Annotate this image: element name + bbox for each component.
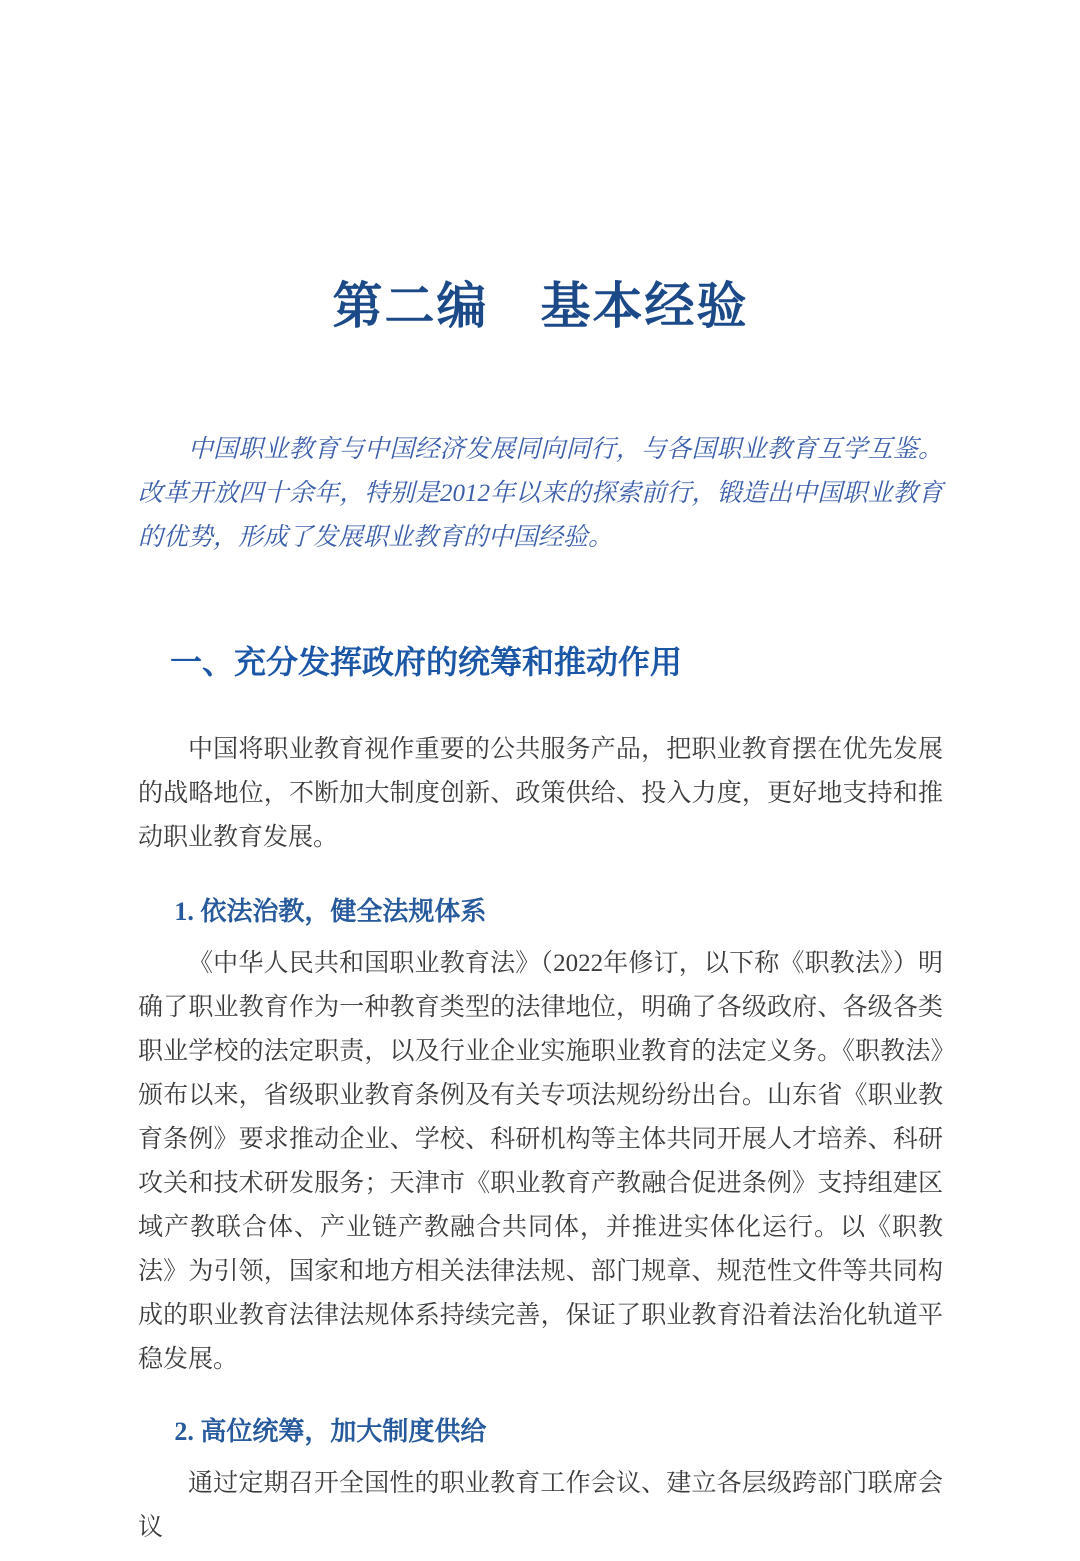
subsection-1-paragraph: 《中华人民共和国职业教育法》（2022年修订，以下称《职教法》）明确了职业教育作为一种教育类型的法律地位，明确了各级政府、各级各类职业学校的法定职责，以及行业企业实施职业教育的法定义务。《职教法》颁布以来，省级职业教育条例及有关专项法规纷纷出台。山东省《职业教育条例》要求推动企业、学校、科研机构等主体共同开展人才培养、科研攻关和技术研发服务；天津市《职业教育产教融合促进条例》支持组建区域产教联合体、产业链产教融合共同体，并推进实体化运行。以《职教法》为引领，国家和地方相关法律法规、部门规章、规范性文件等共同构成的职业教育法律法规体系持续完善，保证了职业教育沿着法治化轨道平稳发展。 xyxy=(138,950,943,1373)
section-lead-paragraph: 中国将职业教育视作重要的公共服务产品，把职业教育摆在优先发展的战略地位，不断加大制度创新、政策供给、投入力度，更好地支持和推动职业教育发展。 xyxy=(138,736,943,851)
subsection-1-heading: 1. 依法治教，健全法规体系 xyxy=(174,897,487,926)
intro-paragraph: 中国职业教育与中国经济发展同向同行，与各国职业教育互学互鉴。改革开放四十余年，特别是2012年以来的探索前行，锻造出中国职业教育的优势，形成了发展职业教育的中国经验。 xyxy=(138,436,943,551)
page-title: 第二编 基本经验 xyxy=(332,278,749,334)
section-heading: 一、充分发挥政府的统筹和推动作用 xyxy=(170,644,683,680)
subsection-2-paragraph: 通过定期召开全国性的职业教育工作会议、建立各层级跨部门联席会议 xyxy=(138,1470,943,1541)
subsection-2-heading: 2. 高位统筹，加大制度供给 xyxy=(174,1417,487,1446)
